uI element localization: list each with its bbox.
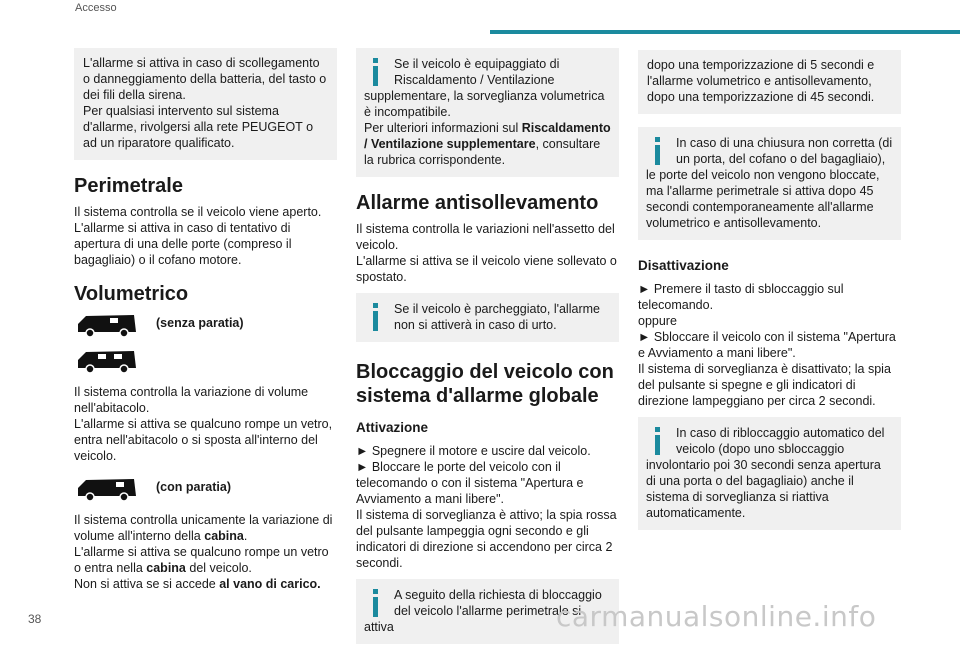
note-ribloccaggio [638,417,901,530]
column-1 [74,48,337,600]
disatt-step-2: ► Sbloccare il veicolo con il sistema "Apertura e Avviamento a mani libere". [638,330,896,360]
note-ribloccaggio-text: In caso di ribloccaggio automatico del veicolo (dopo uno sbloccaggio involontario poi 30 secondi senza apertura di una porta o del bagagliaio) anche il sistema di sorveglianza si riattiva automaticamente. [646,426,885,520]
van-icon [76,312,138,338]
perimetrale-line-1: Il sistema controlla se il veicolo viene aperto. [74,205,322,219]
note-chiusura-text: In caso di una chiusura non corretta (di un porta, del cofano o del bagagliaio), le porte del veicolo non vengono bloccate, ma l'allarme perimetrale si attiva dopo 45 secondi contemporaneamente all'allarme volumetrico e antisollevamento. [646,136,893,230]
temporizzazione-box: dopo una temporizzazione di 5 secondi e l'allarme volumetrico e antisollevamento, dopo una temporizzazione di 45 secondi. [638,50,901,114]
van-long-icon [76,348,138,374]
intro-line-1: L'allarme si attiva in caso di scollegamento o danneggiamento della batteria, del tasto o dei fili della sirena. [83,56,327,102]
column-2 [356,48,619,656]
con-line-2: L'allarme si attiva se qualcuno rompe un vetro o entra nella cabina del veicolo. [74,545,329,575]
note-heating-text-3: , consultare la rubrica corrispondente. [364,137,601,167]
van-senza-paratia [76,312,337,338]
disattivazione-heading: Disattivazione [638,258,729,273]
note-chiusura [638,127,901,240]
attivazione-step-2: ► Bloccare le porte del veicolo con il telecomando o con il sistema "Apertura e Avviamento a mani libere". [356,460,584,506]
info-icon [650,137,666,165]
column-3 [638,48,901,542]
antisoll-line-2: L'allarme si attiva se il veicolo viene sollevato o spostato. [356,254,617,284]
perimetrale-text [74,204,337,268]
disatt-oppure: oppure [638,314,677,328]
info-icon [650,427,666,455]
note-heating-bold: Riscaldamento / Ventilazione supplementare [364,121,611,151]
disatt-result: Il sistema di sorveglianza è disattivato; la spia del pulsante si spegne e gli indicatori di direzione lampeggiano per circa 2 secondi. [638,362,891,408]
note-urto-text: Se il veicolo è parcheggiato, l'allarme non si attiverà in caso di urto. [394,302,600,332]
antisollevamento-text [356,221,619,285]
header-accent-bar [490,30,960,34]
note-heating-text-2: Per ulteriori informazioni sul [364,121,522,135]
senza-paratia-caption: (senza paratia) [156,316,244,330]
volumetrico-text [74,384,337,464]
perimetrale-heading: Perimetrale [74,175,183,197]
disatt-step-1: ► Premere il tasto di sbloccaggio sul telecomando. [638,282,844,312]
battery-alarm-box [74,48,337,160]
note-heating-text-1: Se il veicolo è equipaggiato di Riscaldamento / Ventilazione supplementare, la sorveglianza volumetrica è incompatibile. [364,57,605,119]
disattivazione-text [638,281,901,409]
watermark: carmanualsonline.info [556,600,877,633]
volumetrico-heading: Volumetrico [74,283,189,305]
note-heating [356,48,619,177]
info-icon [368,303,384,331]
attivazione-result: Il sistema di sorveglianza è attivo; la spia rossa del pulsante lampeggia ogni secondo e gli indicatori di direzione si accendono per circa 2 secondi. [356,508,617,570]
van-long [76,348,337,374]
note-perimetrale-text: A seguito della richiesta di bloccaggio del veicolo l'allarme perimetrale si attiva [364,588,602,634]
page-number: 38 [28,612,42,626]
intro-line-2: Per qualsiasi intervento sul sistema d'allarme, rivolgersi alla rete PEUGEOT o ad un riparatore qualificato. [83,104,314,150]
con-paratia-caption: (con paratia) [156,480,232,494]
antisollevamento-heading: Allarme antisollevamento [356,192,599,214]
attivazione-step-1: ► Spegnere il motore e uscire dal veicolo. [356,444,591,458]
info-icon [368,589,384,617]
van-con-paratia [76,476,337,502]
antisoll-line-1: Il sistema controlla le variazioni nell'assetto del veicolo. [356,222,615,252]
perimetrale-line-2: L'allarme si attiva in caso di tentativo di apertura di una delle porte (compreso il bagagliaio) o il cofano motore. [74,221,292,267]
note-urto [356,293,619,342]
vol-line-1: Il sistema controlla la variazione di volume nell'abitacolo. [74,385,309,415]
van-partition-icon [76,476,138,502]
con-paratia-text [74,512,337,592]
attivazione-text [356,443,619,571]
con-line-1: Il sistema controlla unicamente la variazione di volume all'interno della cabina. [74,513,333,543]
attivazione-heading: Attivazione [356,420,429,435]
section-title: Accesso [75,2,117,14]
info-icon [368,58,384,86]
bloccaggio-heading: Bloccaggio del veicolo con sistema d'allarme globale [356,361,614,407]
con-line-3: Non si attiva se si accede al vano di carico. [74,577,321,591]
vol-line-2: L'allarme si attiva se qualcuno rompe un vetro, entra nell'abitacolo o si sposta all'interno del veicolo. [74,417,333,463]
